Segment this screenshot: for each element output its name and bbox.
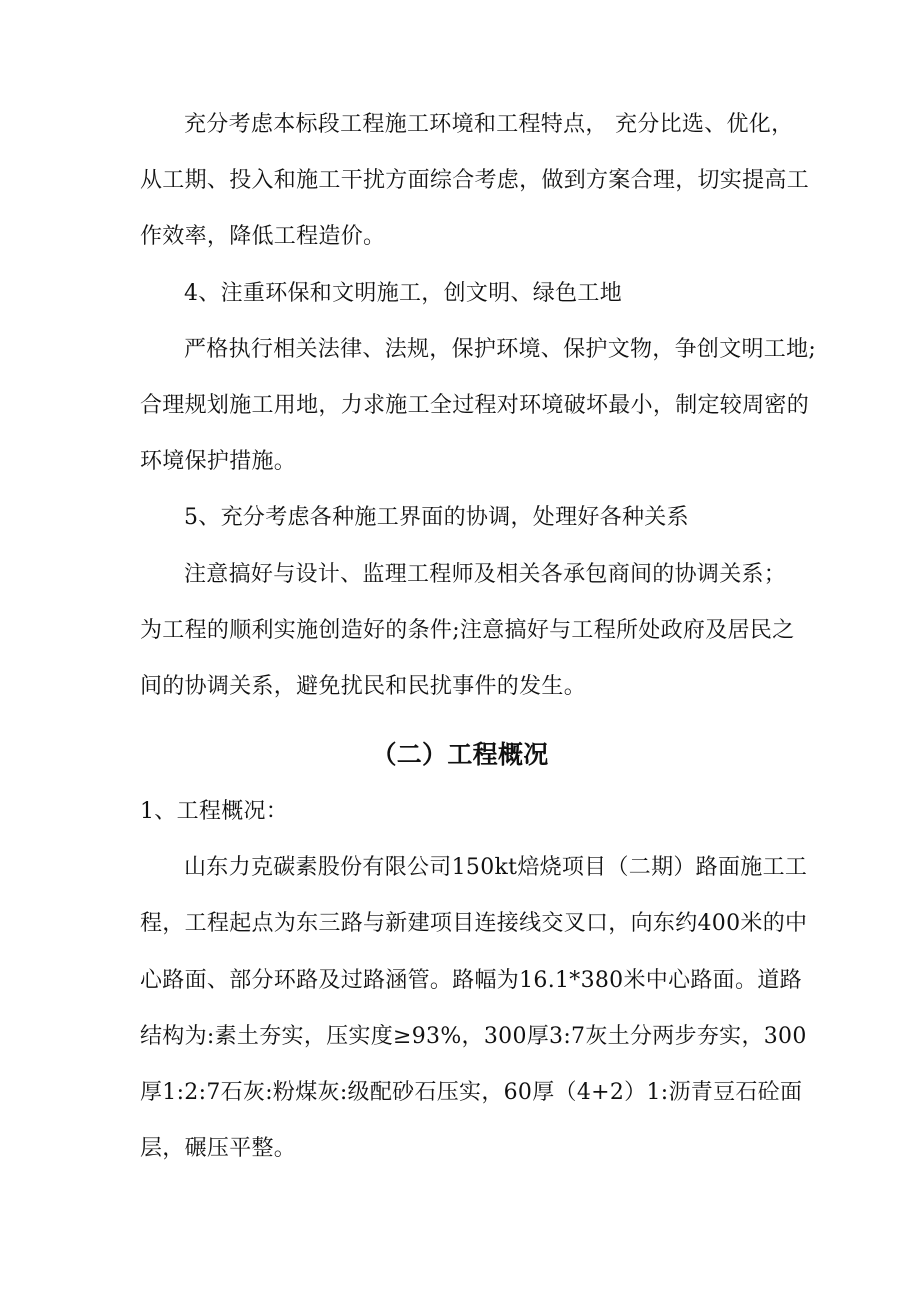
chapter-heading: （二）工程概况 (371, 740, 549, 769)
section-heading-5: 5、充分考虑各种施工界面的协调，处理好各种关系 (184, 505, 689, 530)
paragraph-line: 山东力克碳素股份有限公司150kt焙烧项目（二期）路面施工工 (184, 855, 808, 880)
paragraph-line: 为工程的顺利实施创造好的条件;注意搞好与工程所处政府及居民之 (140, 618, 795, 643)
subsection-heading: 1、工程概况： (140, 799, 289, 824)
paragraph-line: 严格执行相关法律、法规，保护环境、保护文物，争创文明工地; (184, 337, 817, 362)
paragraph-line: 从工期、投入和施工干扰方面综合考虑，做到方案合理，切实提高工 (140, 168, 810, 193)
paragraph-line: 环境保护措施。 (140, 449, 297, 474)
paragraph-line: 合理规划施工用地，力求施工全过程对环境破坏最小，制定较周密的 (140, 393, 810, 418)
paragraph-line: 心路面、部分环路及过路涵管。路幅为16.1*380米中心路面。道路 (140, 968, 802, 993)
paragraph-line: 注意搞好与设计、监理工程师及相关各承包商间的协调关系； (184, 562, 787, 587)
paragraph-line: 作效率，降低工程造价。 (140, 224, 386, 249)
paragraph-line: 厚1:2:7石灰:粉煤灰:级配砂石压实，60厚（4+2）1:沥青豆石砼面 (140, 1080, 803, 1105)
paragraph-line: 结构为:素土夯实，压实度≥93%，300厚3:7灰土分两步夯实，300 (140, 1024, 807, 1049)
paragraph-line: 程，工程起点为东三路与新建项目连接线交叉口，向东约400米的中 (140, 911, 808, 936)
paragraph-line: 层，碾压平整。 (140, 1136, 297, 1161)
paragraph-line: 充分考虑本标段工程施工环境和工程特点， 充分比选、优化， (184, 112, 794, 137)
paragraph-line: 间的协调关系，避免扰民和民扰事件的发生。 (140, 674, 587, 699)
section-heading-4: 4、注重环保和文明施工，创文明、绿色工地 (184, 281, 622, 306)
